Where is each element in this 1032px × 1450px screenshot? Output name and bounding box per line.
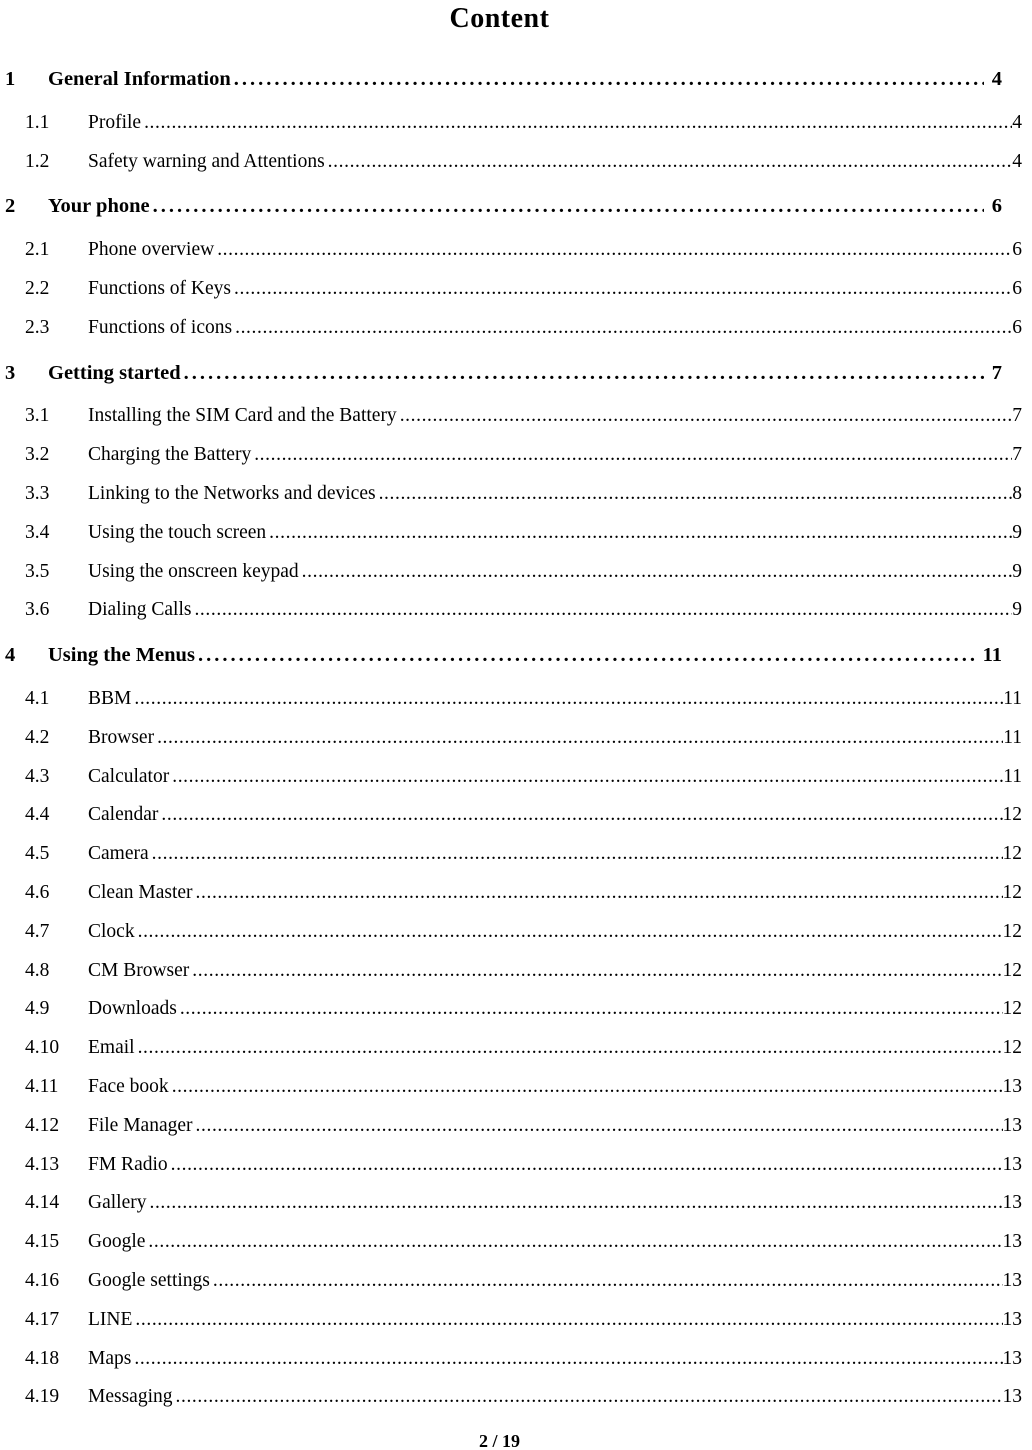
- toc-entry-number: 4.12: [25, 1114, 60, 1136]
- toc-entry-number: 4.6: [25, 881, 50, 903]
- toc-entry-title: Using the touch screen: [88, 521, 267, 543]
- toc-entry[interactable]: [5, 990, 1022, 1029]
- toc-leader-dots: [138, 913, 1003, 952]
- toc-entry-title: LINE: [88, 1308, 133, 1330]
- toc-entry[interactable]: [5, 1378, 1022, 1417]
- toc-leader-dots: [302, 553, 1013, 592]
- toc-entry-title: Linking to the Networks and devices: [88, 482, 376, 504]
- toc-entry-page: 13: [1002, 1114, 1022, 1136]
- toc-entry-number: 1: [5, 68, 16, 90]
- toc-leader-dots: [138, 1029, 1003, 1068]
- toc-leader-dots: [134, 1340, 1002, 1379]
- toc-entry-number: 2.2: [25, 277, 50, 299]
- toc-leader-dots: [171, 1146, 1003, 1185]
- toc-leader-dots: [184, 354, 984, 393]
- toc-entry-number: 4.7: [25, 920, 50, 942]
- toc-entry-title: Getting started: [48, 361, 181, 384]
- table-of-contents: [5, 54, 1022, 1417]
- toc-entry-title: Safety warning and Attentions: [88, 150, 325, 172]
- toc-entry[interactable]: [5, 231, 1022, 270]
- toc-entry-number: 4.19: [25, 1386, 60, 1408]
- toc-entry-title: Calendar: [88, 804, 159, 826]
- toc-chapter-entry[interactable]: [5, 187, 1022, 226]
- toc-leader-dots: [254, 436, 1012, 475]
- toc-entry[interactable]: [5, 553, 1022, 592]
- toc-entry[interactable]: [5, 1223, 1022, 1262]
- toc-entry-page: 6: [1012, 277, 1022, 299]
- toc-entry[interactable]: [5, 475, 1022, 514]
- toc-leader-dots: [196, 874, 1003, 913]
- toc-entry-title: Downloads: [88, 998, 177, 1020]
- toc-leader-dots: [196, 1107, 1003, 1146]
- toc-entry-number: 4.13: [25, 1153, 60, 1175]
- toc-leader-dots: [157, 719, 1003, 758]
- toc-leader-dots: [149, 1184, 1002, 1223]
- toc-leader-dots: [198, 636, 975, 675]
- toc-entry-number: 4.16: [25, 1269, 60, 1291]
- toc-entry-page: 6: [1012, 239, 1022, 261]
- toc-leader-dots: [153, 187, 984, 226]
- toc-entry-page: 12: [1002, 959, 1022, 981]
- toc-entry-title: Browser: [88, 726, 155, 748]
- toc-entry-page: 13: [1002, 1269, 1022, 1291]
- toc-leader-dots: [144, 104, 1012, 143]
- toc-entry-title: Profile: [88, 111, 142, 133]
- toc-entry-page: 12: [1002, 998, 1022, 1020]
- toc-entry-title: Face book: [88, 1075, 169, 1097]
- toc-entry-title: Calculator: [88, 765, 170, 787]
- toc-chapter-entry[interactable]: [5, 354, 1022, 393]
- toc-entry-number: 4.9: [25, 998, 50, 1020]
- toc-entry-title: Charging the Battery: [88, 444, 252, 466]
- toc-entry-title: Maps: [88, 1347, 132, 1369]
- toc-entry-number: 4.1: [25, 687, 50, 709]
- toc-entry-page: 7: [1012, 444, 1022, 466]
- toc-entry-title: File Manager: [88, 1114, 193, 1136]
- toc-entry-page: 12: [1002, 881, 1022, 903]
- toc-leader-dots: [400, 397, 1013, 436]
- toc-entry[interactable]: [5, 514, 1022, 553]
- toc-entry[interactable]: [5, 874, 1022, 913]
- toc-entry-page: 13: [1002, 1347, 1022, 1369]
- toc-entry-number: 4.18: [25, 1347, 60, 1369]
- toc-entry-title: Gallery: [88, 1192, 147, 1214]
- toc-leader-dots: [269, 514, 1012, 553]
- toc-entry-title: Google: [88, 1231, 146, 1253]
- toc-entry-page: 12: [1002, 843, 1022, 865]
- toc-entry[interactable]: [5, 1107, 1022, 1146]
- toc-entry-number: 3.3: [25, 482, 50, 504]
- toc-leader-dots: [172, 1068, 1003, 1107]
- toc-entry-title: Messaging: [88, 1386, 173, 1408]
- toc-entry-title: Dialing Calls: [88, 599, 192, 621]
- toc-entry-number: 3.4: [25, 521, 50, 543]
- toc-leader-dots: [213, 1262, 1003, 1301]
- toc-chapter-entry[interactable]: [5, 636, 1022, 675]
- page-number-footer: 2 / 19: [478, 1431, 520, 1450]
- toc-entry-number: 4.8: [25, 959, 50, 981]
- toc-entry-number: 3.5: [25, 560, 50, 582]
- toc-entry[interactable]: [5, 1068, 1022, 1107]
- toc-leader-dots: [217, 231, 1012, 270]
- toc-entry[interactable]: [5, 1262, 1022, 1301]
- toc-entry-number: 3.6: [25, 599, 50, 621]
- toc-entry-page: 11: [1003, 765, 1022, 787]
- toc-entry-title: General Information: [48, 68, 231, 90]
- toc-entry-title: Your phone: [48, 195, 150, 218]
- toc-leader-dots: [134, 680, 1003, 719]
- toc-entry-number: 4: [5, 644, 16, 667]
- toc-entry[interactable]: [5, 397, 1022, 436]
- toc-entry-page: 7: [1012, 405, 1022, 427]
- toc-entry-number: 4.4: [25, 804, 50, 826]
- toc-entry-number: 4.10: [25, 1037, 60, 1059]
- toc-entry[interactable]: [5, 913, 1022, 952]
- toc-entry-title: Clean Master: [88, 881, 193, 903]
- toc-entry-page: 4: [1012, 150, 1022, 172]
- toc-leader-dots: [172, 758, 1003, 797]
- toc-entry-page: 4: [991, 68, 1002, 90]
- toc-entry-page: 13: [1002, 1075, 1022, 1097]
- toc-entry-title: Functions of Keys: [88, 277, 231, 299]
- toc-entry-page: 6: [991, 195, 1002, 218]
- toc-chapter-entry[interactable]: [5, 60, 1022, 99]
- toc-entry-page: 6: [1012, 316, 1022, 338]
- toc-entry[interactable]: [5, 1029, 1022, 1068]
- toc-leader-dots: [234, 60, 984, 99]
- page-title: Content: [449, 3, 550, 34]
- toc-entry-title: Using the Menus: [48, 644, 195, 667]
- toc-leader-dots: [194, 591, 1012, 630]
- toc-entry[interactable]: [5, 309, 1022, 348]
- toc-entry-number: 3.2: [25, 444, 50, 466]
- toc-leader-dots: [135, 1301, 1002, 1340]
- toc-entry[interactable]: [5, 680, 1022, 719]
- toc-entry-page: 8: [1012, 482, 1022, 504]
- toc-entry[interactable]: [5, 591, 1022, 630]
- toc-entry-number: 3: [5, 361, 16, 384]
- toc-entry-title: FM Radio: [88, 1153, 168, 1175]
- toc-leader-dots: [148, 1223, 1002, 1262]
- toc-entry-title: Functions of icons: [88, 316, 233, 338]
- toc-entry-page: 12: [1002, 920, 1022, 942]
- toc-entry[interactable]: [5, 436, 1022, 475]
- toc-entry[interactable]: [5, 796, 1022, 835]
- toc-entry-number: 1.1: [25, 111, 50, 133]
- toc-entry-number: 4.3: [25, 765, 50, 787]
- toc-entry-page: 4: [1012, 111, 1022, 133]
- toc-entry-title: Installing the SIM Card and the Battery: [88, 405, 397, 427]
- toc-entry-page: 12: [1002, 804, 1022, 826]
- toc-entry-page: 9: [1012, 599, 1022, 621]
- toc-leader-dots: [234, 270, 1012, 309]
- toc-entry-page: 11: [982, 644, 1002, 667]
- toc-entry-number: 4.11: [25, 1075, 59, 1097]
- toc-leader-dots: [328, 143, 1013, 182]
- toc-entry[interactable]: [5, 719, 1022, 758]
- toc-entry-number: 3.1: [25, 405, 50, 427]
- toc-leader-dots: [379, 475, 1013, 514]
- toc-entry[interactable]: [5, 1146, 1022, 1185]
- toc-entry-title: BBM: [88, 687, 132, 709]
- toc-entry-number: 2: [5, 195, 16, 218]
- toc-entry-page: 7: [991, 361, 1002, 384]
- toc-entry[interactable]: [5, 1340, 1022, 1379]
- toc-entry-page: 13: [1002, 1308, 1022, 1330]
- toc-entry-page: 13: [1002, 1153, 1022, 1175]
- toc-entry-page: 9: [1012, 560, 1022, 582]
- toc-entry-title: Camera: [88, 843, 149, 865]
- toc-entry-number: 4.14: [25, 1192, 60, 1214]
- toc-entry-page: 11: [1003, 726, 1022, 748]
- toc-entry-page: 9: [1012, 521, 1022, 543]
- toc-entry-number: 4.15: [25, 1231, 60, 1253]
- toc-entry-number: 4.2: [25, 726, 50, 748]
- toc-entry-title: Phone overview: [88, 239, 215, 261]
- toc-entry-title: Email: [88, 1037, 135, 1059]
- toc-entry-page: 13: [1002, 1231, 1022, 1253]
- toc-entry[interactable]: [5, 1184, 1022, 1223]
- toc-entry-title: Clock: [88, 920, 135, 942]
- toc-leader-dots: [176, 1378, 1003, 1417]
- toc-entry-number: 2.1: [25, 239, 50, 261]
- toc-leader-dots: [192, 952, 1002, 991]
- toc-entry-title: Using the onscreen keypad: [88, 560, 299, 582]
- toc-entry[interactable]: [5, 758, 1022, 797]
- toc-entry-number: 1.2: [25, 150, 50, 172]
- toc-leader-dots: [161, 796, 1002, 835]
- toc-entry-number: 2.3: [25, 316, 50, 338]
- toc-entry[interactable]: [5, 1301, 1022, 1340]
- toc-entry-title: CM Browser: [88, 959, 190, 981]
- toc-entry-page: 13: [1002, 1192, 1022, 1214]
- toc-entry[interactable]: [5, 270, 1022, 309]
- toc-entry-page: 13: [1002, 1386, 1022, 1408]
- toc-entry[interactable]: [5, 835, 1022, 874]
- toc-entry-title: Google settings: [88, 1269, 210, 1291]
- toc-leader-dots: [180, 990, 1003, 1029]
- toc-entry[interactable]: [5, 104, 1022, 143]
- toc-entry-page: 11: [1003, 687, 1022, 709]
- toc-entry-page: 12: [1002, 1037, 1022, 1059]
- toc-entry[interactable]: [5, 952, 1022, 991]
- toc-entry-number: 4.5: [25, 843, 50, 865]
- toc-entry-number: 4.17: [25, 1308, 60, 1330]
- toc-entry[interactable]: [5, 143, 1022, 182]
- toc-leader-dots: [152, 835, 1003, 874]
- toc-leader-dots: [235, 309, 1012, 348]
